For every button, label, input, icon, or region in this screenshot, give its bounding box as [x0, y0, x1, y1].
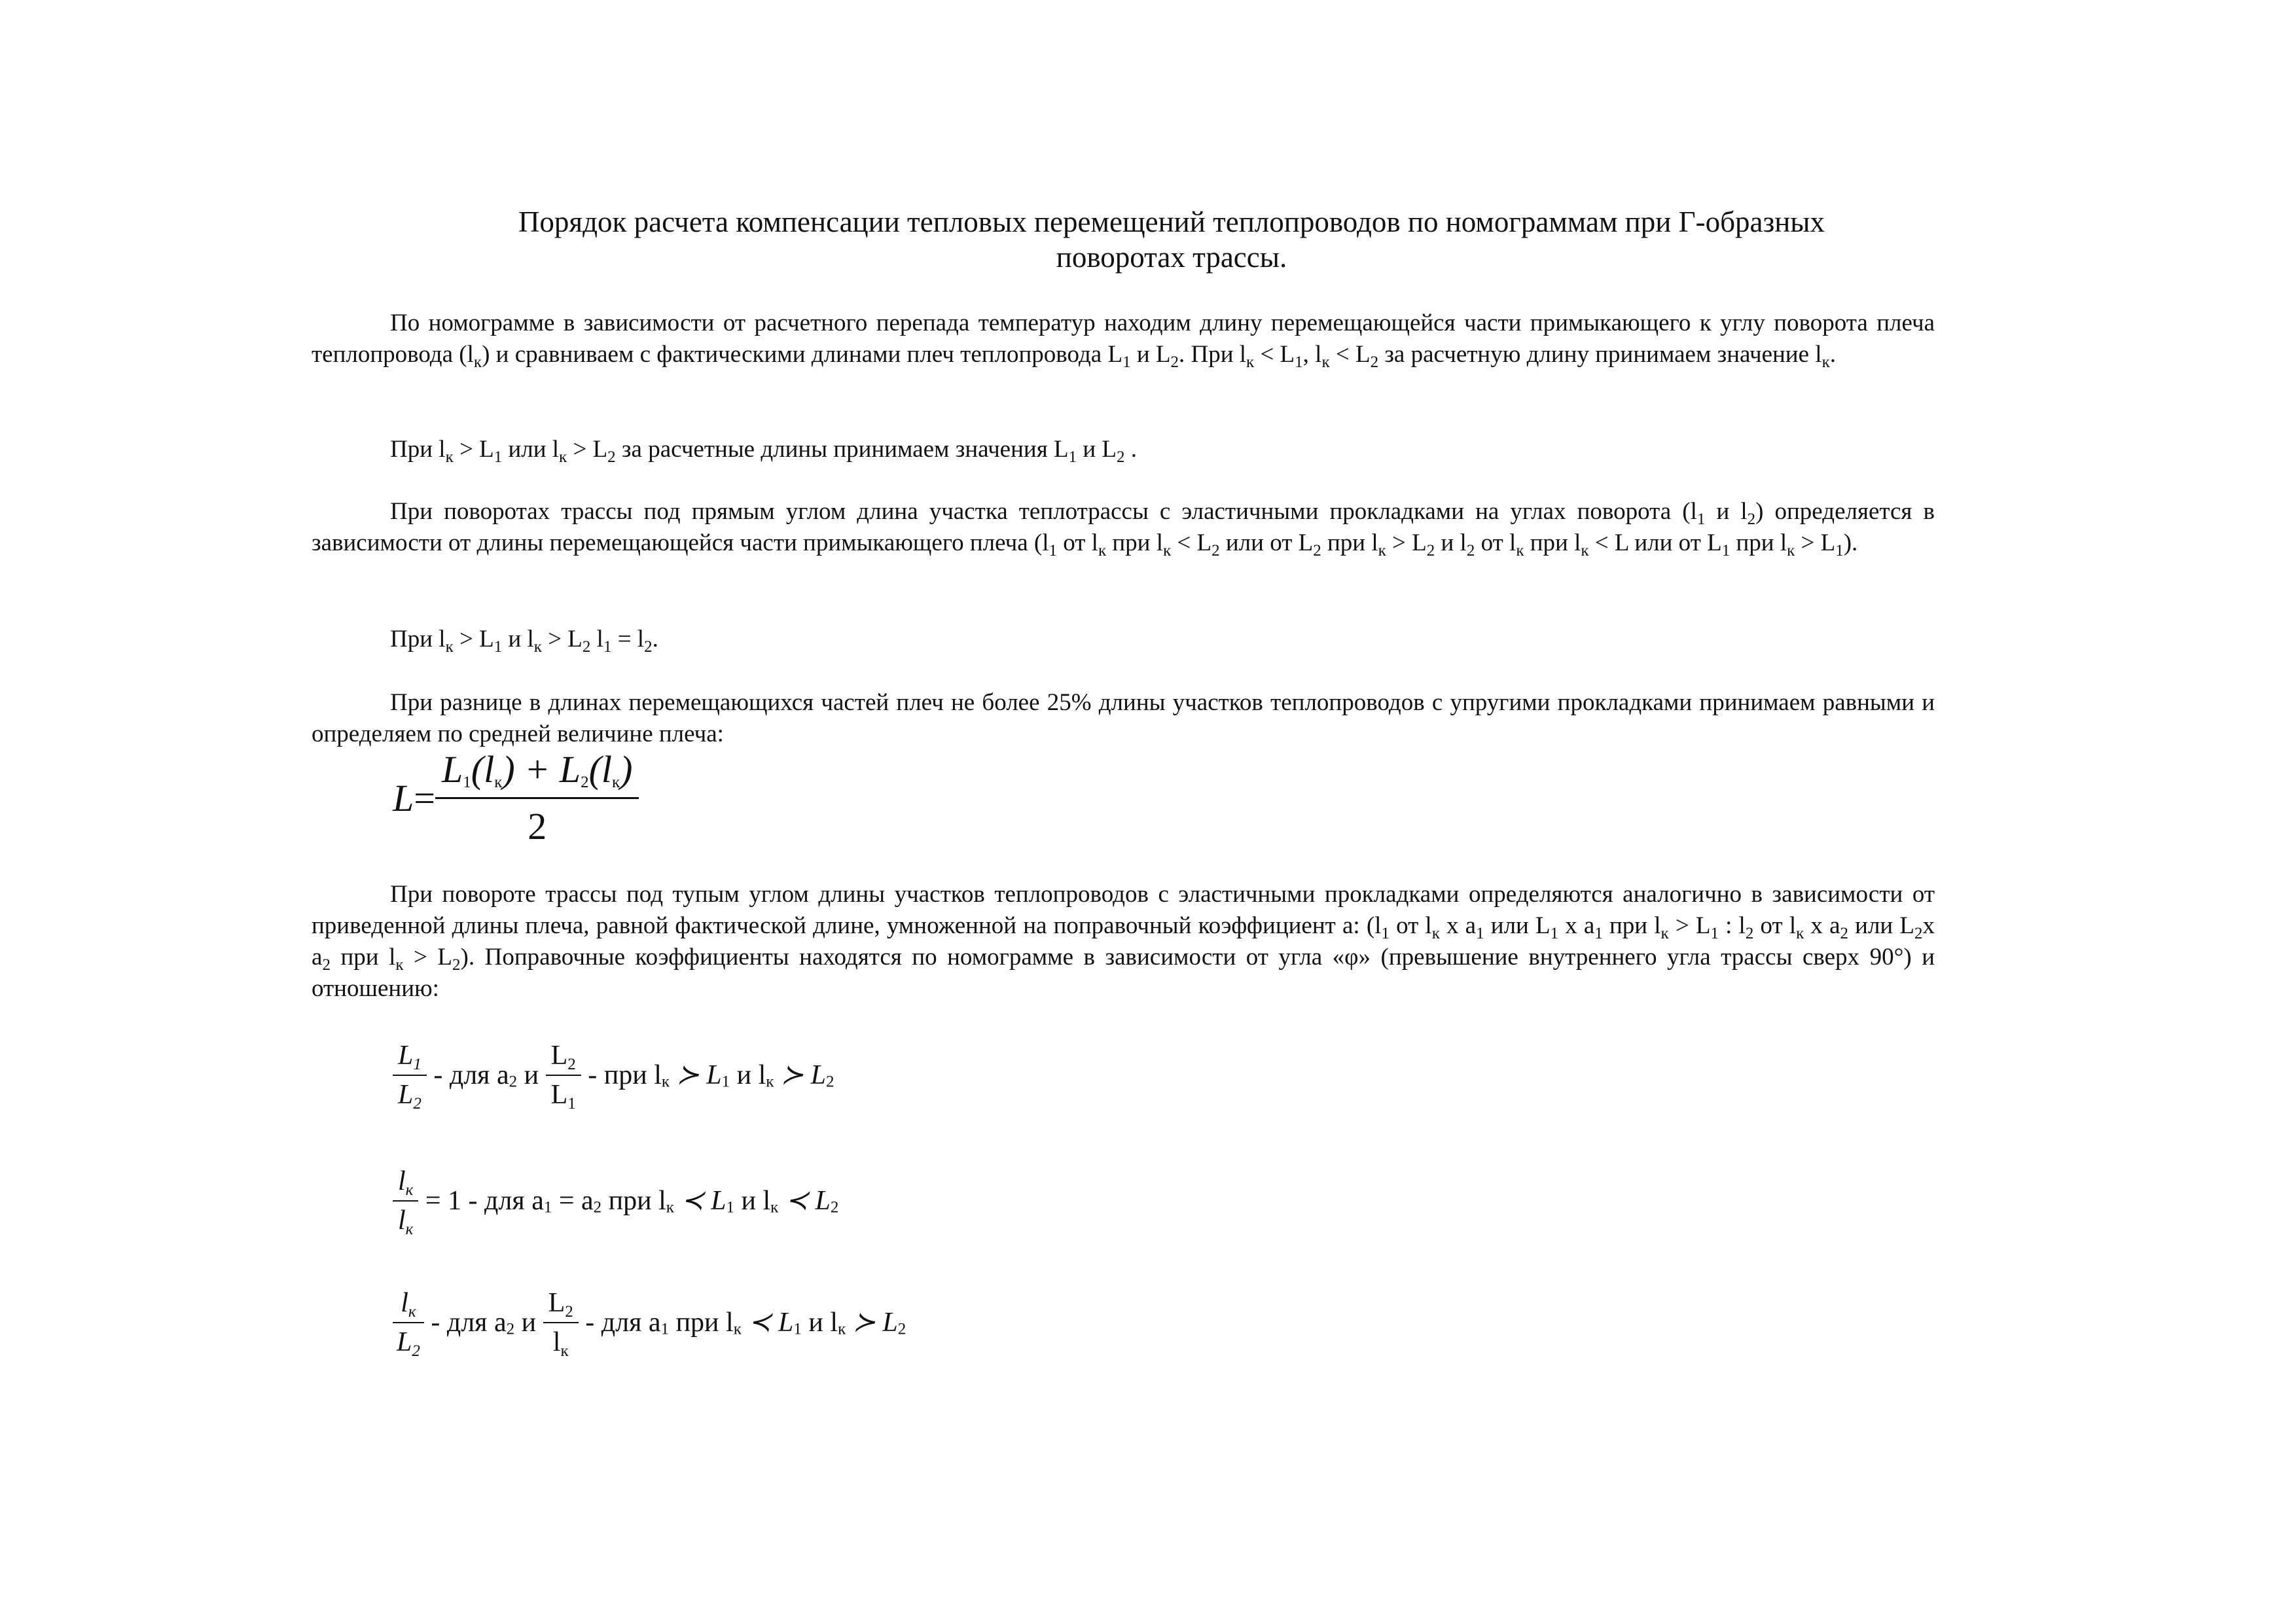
formula-average-length: L= $\frac{L_1(l_к) + L_2(l_к)}{2}$ — [393, 746, 639, 850]
paragraph-2: При $l_к > L_1$ или $l_к > L_2$ за расчетные длины принимаем значения $L_1$ и $L_2$ . — [390, 436, 1137, 466]
document-title — [308, 204, 2036, 275]
formula-ratio-1: $\frac{L_1}{L_2}$ - для $а_2$ и $\frac{L_2}{L_1}$ - при $l_к$ ≻ $L_1$ и $l_к$ ≻ $L_2$ — [393, 1039, 834, 1111]
paragraph-5: При разнице в длинах перемещающихся частей плеч не более 25% длины участков теплопроводов с упругими прокладками принимаем равными и определяем по средней величине плеча: — [312, 689, 1935, 747]
formula-ratio-2: $\frac{l_к}{l_к}$ = 1 - для $а_1 = а_2$ при $l_к$ ≺ $L_1$ и $l_к$ ≺ $L_2$ — [393, 1165, 838, 1237]
paragraph-3: При поворотах трассы под прямым углом длина участка теплотрассы с эластичными прокладками на углах поворота ($l_1$ и $l_2$) определяется в зависимости от длины перемещающейся части примыкающего плеча ($l_1$ от $l_к$ при $l_к < L_2$ или от $L_2$ при $l_к > L_2$ и $l_2$ от $l_к$ при $l_к < L$ или от $L_1$ при $l_к > L_1$). — [312, 498, 1935, 560]
paragraph-4: При $l_к > L_1$ и $l_к > L_2$ $l_1 = l_2$. — [390, 626, 658, 656]
formula-ratio-3: $\frac{l_к}{L_2}$ - для $а_2$ и $\frac{L_2}{l_к}$ - для $а_1$ при $l_к$ ≺ $L_1$ и $l_к$ ≻ $L_2$ — [393, 1287, 906, 1359]
paragraph-6: При повороте трассы под тупым углом длины участков теплопроводов с эластичными прокладками определяются аналогично в зависимости от приведенной длины плеча, равной фактической длине, умноженной на поправочный коэффициент а: ($l_1$ от $l_к$ х $а_1$ или $L_1$ х $а_1$ при $l_к > L_1$ : $l_2$ от $l_к$ х $а_2$ или $L_2х$ $а_2$ при $l_к > L_2$). Поправочные коэффициенты находятся по номограмме в зависимости от угла «φ» (превышение внутреннего угла трассы сверх 90°) и отношению: — [312, 881, 1935, 1002]
title-line-1: Порядок расчета компенсации тепловых перемещений теплопроводов по номограммам при Г-образных — [518, 205, 1825, 238]
paragraph-1: По номограмме в зависимости от расчетного перепада температур находим длину перемещающейся части примыкающего к углу поворота плеча теплопровода $(l_к)$ и сравниваем с фактическими длинами плеч теплопровода $L_1$ и $L_2$. При $l_к < L_1$, $l_к < L_2$ за расчетную длину принимаем значение $l_к$. — [312, 310, 1935, 371]
formula-fraction: $\frac{L_1(l_к) + L_2(l_к)}{2}$ — [435, 746, 639, 850]
title-line-2: поворотах трассы. — [1056, 241, 1287, 274]
